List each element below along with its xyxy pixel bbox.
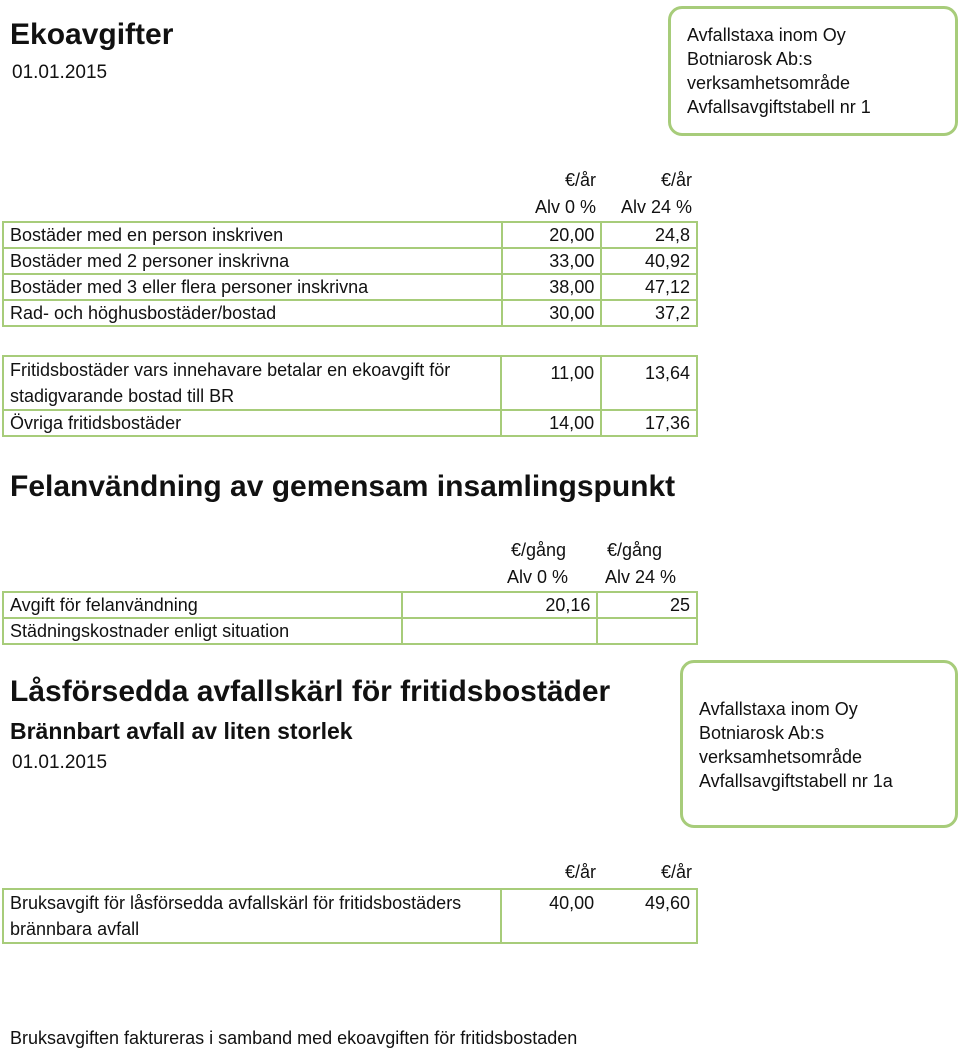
- table-row: [3, 248, 697, 274]
- value-alv24: 24,8: [601, 222, 697, 248]
- value-alv24: [597, 618, 697, 644]
- col-vat-0: Alv 0 %: [506, 567, 568, 587]
- value-alv0: 38,00: [502, 274, 602, 300]
- tariff-box-line: verksamhetsområde: [687, 73, 851, 93]
- usage-fee-table: [2, 888, 698, 944]
- row-label: Övriga fritidsbostäder: [3, 410, 501, 436]
- tariff-info-box: [680, 660, 958, 828]
- section-date: 01.01.2015: [12, 752, 108, 773]
- row-label: Avgift för felanvändning: [3, 592, 402, 618]
- tariff-box-line: Avfallstaxa inom Oy: [687, 25, 846, 45]
- value-alv24: 13,64: [601, 356, 697, 410]
- value-alv0: 40,00: [501, 889, 601, 943]
- row-label: Bruksavgift för låsförsedda avfallskärl för fritidsbostäders brännbara avfall: [3, 889, 501, 943]
- value-alv0: 20,16: [402, 592, 597, 618]
- value-alv24: 47,12: [601, 274, 697, 300]
- value-alv24: 40,92: [601, 248, 697, 274]
- value-alv0: 33,00: [502, 248, 602, 274]
- col-unit-0: €/år: [564, 170, 596, 190]
- tariff-info-box: [668, 6, 958, 136]
- table-row: [3, 618, 697, 644]
- value-alv0: 11,00: [501, 356, 601, 410]
- value-alv24: 25: [597, 592, 697, 618]
- misuse-heading: Felanvändning av gemensam insamlingspunkt: [10, 470, 676, 503]
- locked-bins-subheading: Brännbart avfall av liten storlek: [10, 718, 353, 744]
- table-row: [3, 889, 697, 943]
- col-unit-24: €/gång: [606, 540, 662, 560]
- value-alv0: 20,00: [502, 222, 602, 248]
- value-alv0: [402, 618, 597, 644]
- value-alv0: 14,00: [501, 410, 601, 436]
- table-row: [3, 356, 697, 410]
- tariff-box-line: Avfallsavgiftstabell nr 1a: [699, 771, 893, 791]
- col-vat-24: Alv 24 %: [604, 567, 676, 587]
- row-label: Bostäder med 2 personer inskrivna: [3, 248, 502, 274]
- table-row: [3, 274, 697, 300]
- page-date: 01.01.2015: [12, 62, 108, 83]
- col-unit-0: €/år: [564, 862, 596, 882]
- col-unit-24: €/år: [660, 862, 692, 882]
- row-label: Fritidsbostäder vars innehavare betalar en ekoavgift för stadigvarande bostad till BR: [3, 356, 501, 410]
- row-label: Rad- och höghusbostäder/bostad: [3, 300, 502, 326]
- table-row: [3, 300, 697, 326]
- value-alv24: 17,36: [601, 410, 697, 436]
- housing-fee-table: [2, 221, 698, 327]
- row-label: Bostäder med 3 eller flera personer inskrivna: [3, 274, 502, 300]
- table-row: [3, 222, 697, 248]
- page-title: Ekoavgifter: [10, 18, 174, 51]
- locked-bins-heading: Låsförsedda avfallskärl för fritidsbostäder: [10, 675, 611, 708]
- value-alv24: 37,2: [601, 300, 697, 326]
- tariff-box-line: Botniarosk Ab:s: [687, 49, 813, 69]
- value-alv24: 49,60: [601, 889, 697, 943]
- table-row: [3, 410, 697, 436]
- col-unit-0: €/gång: [510, 540, 566, 560]
- row-label: Bostäder med en person inskriven: [3, 222, 502, 248]
- col-unit-24: €/år: [660, 170, 692, 190]
- col-vat-24: Alv 24 %: [620, 197, 692, 217]
- footer-note: Bruksavgiften faktureras i samband med ekoavgiften för fritidsbostaden: [10, 1028, 578, 1048]
- tariff-box-line: verksamhetsområde: [699, 747, 863, 767]
- row-label: Städningskostnader enligt situation: [3, 618, 402, 644]
- tariff-box-line: Avfallsavgiftstabell nr 1: [687, 97, 871, 117]
- tariff-box-line: Botniarosk Ab:s: [699, 723, 825, 743]
- holiday-home-fee-table: [2, 355, 698, 437]
- table-row: [3, 592, 697, 618]
- value-alv0: 30,00: [502, 300, 602, 326]
- col-vat-0: Alv 0 %: [534, 197, 596, 217]
- misuse-fee-table: [2, 591, 698, 645]
- tariff-box-line: Avfallstaxa inom Oy: [699, 699, 858, 719]
